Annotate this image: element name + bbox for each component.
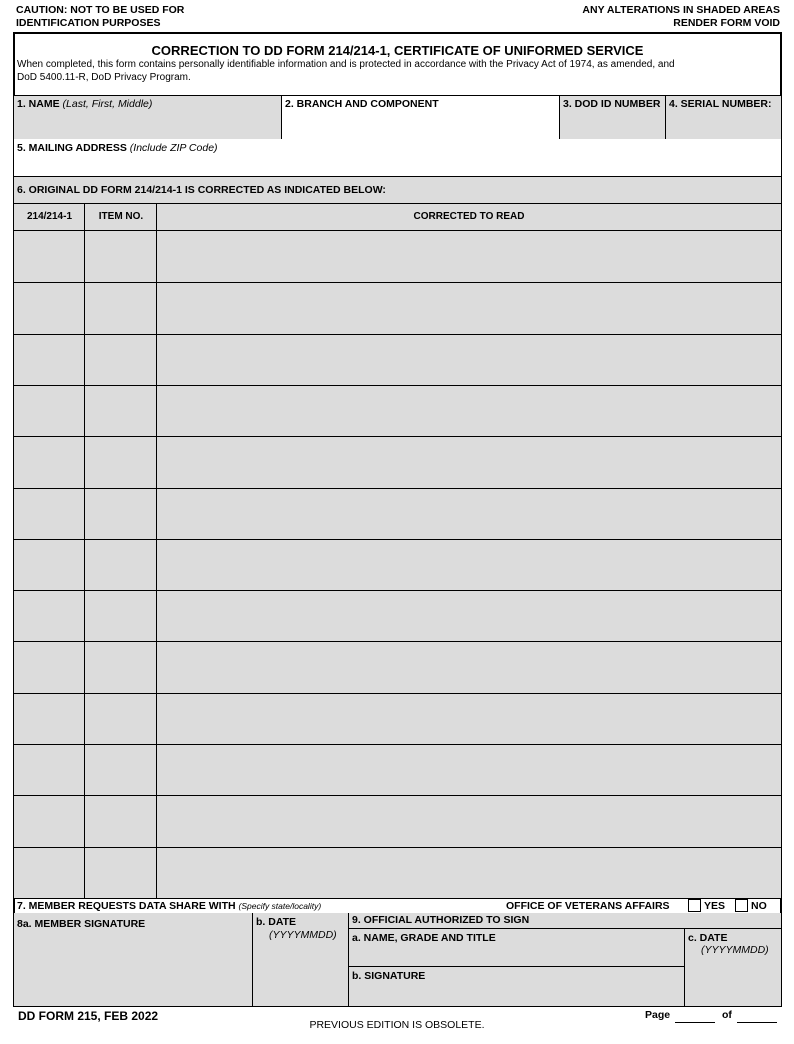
privacy-line-1: When completed, this form contains personally identifiable information and is protected in accordance with the Privacy Act of 1974, as amended, and: [17, 59, 675, 70]
official-date-hint: (YYYYMMDD): [701, 944, 769, 956]
corrections-section: [14, 177, 781, 204]
table-row[interactable]: [14, 231, 781, 282]
branch-label: 2. BRANCH AND COMPONENT: [285, 98, 439, 110]
privacy-line-2: DoD 5400.11-R, DoD Privacy Program.: [17, 71, 191, 83]
form-number: DD FORM 215, FEB 2022: [18, 1009, 159, 1023]
official-name-label: a. NAME, GRADE AND TITLE: [352, 932, 496, 944]
column-header-item: ITEM NO.: [98, 211, 144, 222]
table-row[interactable]: [14, 693, 781, 744]
page-total-line[interactable]: [737, 1022, 777, 1023]
data-share-label: 7. MEMBER REQUESTS DATA SHARE WITH: [17, 900, 236, 912]
yes-label: YES: [704, 900, 726, 912]
member-date-label: b. DATE: [256, 916, 297, 928]
official-date-label: c. DATE: [688, 932, 728, 944]
official-header: [349, 913, 781, 929]
data-share-row: [14, 898, 781, 914]
dod-id-field[interactable]: [560, 96, 666, 139]
table-row[interactable]: [14, 539, 781, 590]
dod-id-label: 3. DOD ID NUMBER: [563, 98, 661, 110]
obsolete-notice: PREVIOUS EDITION IS OBSOLETE.: [309, 1019, 485, 1031]
member-date-hint: (YYYYMMDD): [269, 929, 337, 941]
address-hint: (Include ZIP Code): [129, 142, 218, 154]
corrections-label: 6. ORIGINAL DD FORM 214/214-1 IS CORRECTED AS INDICATED BELOW:: [17, 184, 386, 196]
no-label: NO: [751, 900, 767, 912]
table-row[interactable]: [14, 847, 781, 898]
official-date-field[interactable]: [685, 929, 781, 1006]
address-label: 5. MAILING ADDRESS: [17, 142, 127, 154]
table-row[interactable]: [14, 744, 781, 795]
page-number-line[interactable]: [675, 1022, 715, 1023]
identity-row: [14, 95, 781, 139]
mailing-address-field[interactable]: [14, 139, 781, 177]
table-header: [14, 204, 781, 231]
column-header-corrected: CORRECTED TO READ: [413, 211, 525, 222]
caution-line-1: CAUTION: NOT TO BE USED FOR: [16, 4, 185, 16]
yes-checkbox[interactable]: [688, 899, 701, 912]
alteration-line-2: RENDER FORM VOID: [673, 17, 780, 29]
branch-field[interactable]: [282, 96, 560, 139]
alteration-line-1: ANY ALTERATIONS IN SHADED AREAS: [582, 4, 780, 16]
official-signature-label: b. SIGNATURE: [352, 970, 426, 982]
form-title: CORRECTION TO DD FORM 214/214-1, CERTIFICATE OF UNIFORMED SERVICE: [151, 43, 644, 58]
page-of-label: of: [722, 1009, 732, 1021]
data-share-hint: (Specify state/locality): [238, 901, 322, 911]
page-label: Page: [645, 1009, 671, 1021]
name-hint: (Last, First, Middle): [62, 98, 153, 110]
name-label: 1. NAME: [17, 98, 60, 110]
table-row[interactable]: [14, 282, 781, 333]
signature-block: [14, 913, 781, 1006]
name-field[interactable]: [14, 96, 282, 139]
table-row[interactable]: [14, 436, 781, 487]
veterans-affairs-label: OFFICE OF VETERANS AFFAIRS: [506, 900, 670, 912]
table-row[interactable]: [14, 795, 781, 846]
table-row[interactable]: [14, 488, 781, 539]
caution-line-2: IDENTIFICATION PURPOSES: [16, 17, 161, 29]
official-signature-field[interactable]: [349, 967, 685, 1006]
serial-number-label: 4. SERIAL NUMBER:: [669, 98, 772, 110]
serial-number-field[interactable]: [666, 96, 781, 139]
no-checkbox[interactable]: [735, 899, 748, 912]
table-row[interactable]: [14, 334, 781, 385]
official-name-field[interactable]: [349, 929, 685, 967]
table-row[interactable]: [14, 590, 781, 641]
caution-notice: [16, 4, 184, 30]
member-date-field[interactable]: [253, 913, 349, 1006]
alteration-notice: [582, 4, 780, 30]
official-label: 9. OFFICIAL AUTHORIZED TO SIGN: [352, 914, 530, 926]
privacy-statement: [17, 59, 675, 84]
table-row[interactable]: [14, 641, 781, 692]
member-signature-label: 8a. MEMBER SIGNATURE: [17, 918, 146, 930]
corrections-table: [14, 231, 781, 898]
column-header-form: 214/214-1: [26, 211, 73, 222]
member-signature-field[interactable]: [14, 913, 253, 1006]
table-row[interactable]: [14, 385, 781, 436]
